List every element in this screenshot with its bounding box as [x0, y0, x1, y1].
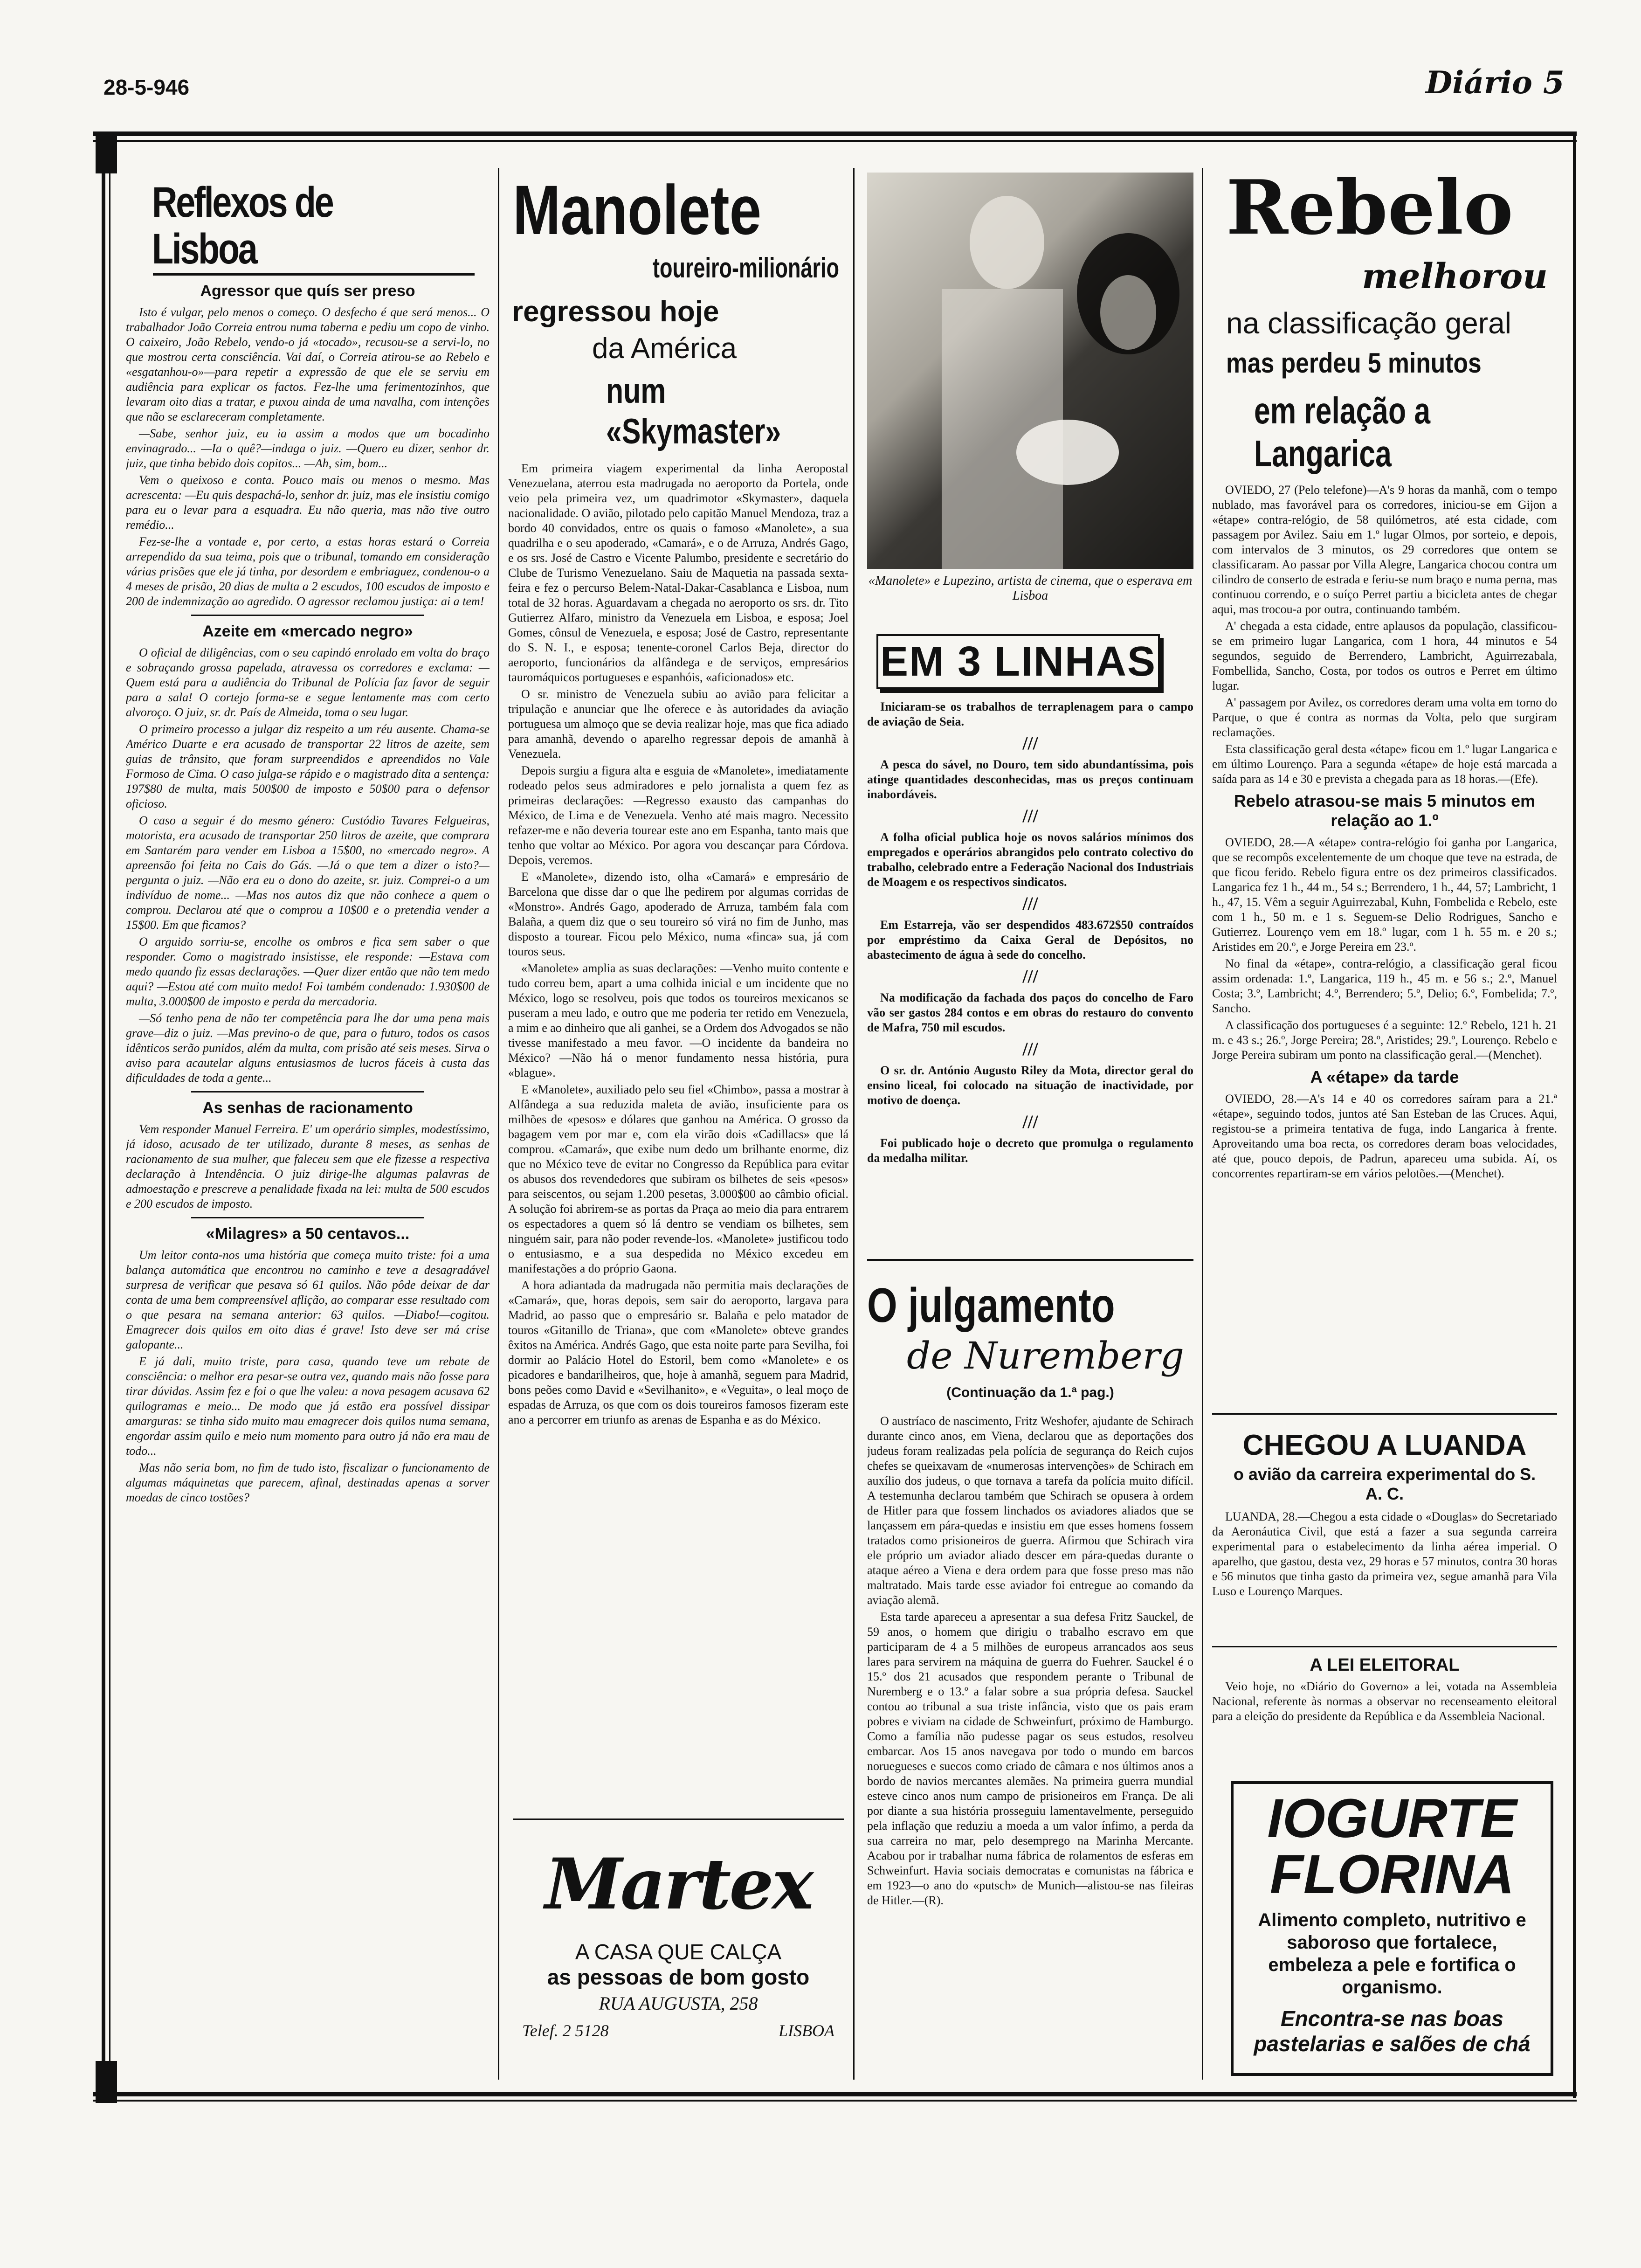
nuremberg-article: [867, 1264, 1193, 2084]
separator: ///: [1022, 966, 1038, 987]
bottom-rule-thin: [93, 2100, 1577, 2102]
iogurte-florina-ad: [1231, 1781, 1553, 2076]
manolete-line3: num «Skymaster»: [606, 371, 781, 451]
divider: [191, 1091, 424, 1093]
brief-item: Em Estarreja, vão ser despendidos 483.672$50 contraídos por empréstimo da Caixa Geral de Depósitos, no abastecimento de água à sede do concelho.: [867, 918, 1193, 961]
separator: ///: [1022, 1038, 1038, 1059]
separator: ///: [1022, 805, 1038, 826]
iogurte-title: IOGURTE: [1267, 1788, 1517, 1849]
martex-line2: as pessoas de bom gosto: [547, 1965, 810, 1989]
manolete-line2: da América: [592, 332, 737, 365]
martex-line3: RUA AUGUSTA, 258: [599, 1993, 758, 2014]
martex-logo: Martex: [545, 1843, 812, 1925]
lei-eleitoral-article: [1212, 1651, 1557, 1791]
brief-item: Foi publicado hoje o decreto que promulga o regulamento da medalha militar.: [867, 1136, 1193, 1165]
article-body: Um leitor conta-nos uma história que começa muito triste: foi a uma balança automática que encontrou no caminho e teve a desagradável surpresa de verificar que pesava só 61 quilos. Não pôde deixar de dar conta de uma bem compreensível aflição, ao comparar esse resultado com o que pesara na semana anterior: 63 quilos. —Diabo!—cogitou. Emagrecer dois quilos em oito dias é grave! Isto deve ser má crise galopante... E já dali, muito triste, para casa, quando teve um rebate de consciência: o melhor era pesar-se outra vez, quando mais não fosse para tirar dúvidas. Assim fez e foi o que lhe valeu: a nova pesagem acusava 62 quilogramas e meio... De modo que já estão era possível dissipar amarguras: se tinha sido muito mau emagrecer dois quilos numa semana, engordar assim quilo e meio num momento para outro já não era mau de todo... Mas não seria bom, no fim de tudo isto, fiscalizar o funcionamento de algumas máquinetas que parecem, afinal, destinadas apenas a sorver moedas de cinco tostões?: [126, 1248, 490, 1504]
martex-ad: [513, 1819, 844, 2081]
section-title-underline: [153, 273, 475, 276]
right-rule: [1573, 131, 1576, 2098]
rebelo-body: OVIEDO, 28.—A «étape» contra-relógio foi ganha por Langarica, que se recompôs excelentemente de um choque que teve na estrada, de que ficou ferido. Rebelo figura entre os dez primeiros classificados. Langarica fez 1 h., 44 m., 54 s.; Berrendero, 1 h., 44, 57; Lambricht, 1 h., 47, 15. Vêm a seguir Aguirrezabal, Kuhn, Fombelida e Rebelo, este com 1 h., 50 m. e 1 s. Seguem-se Delio Rodrigues, Sancho e Gutierrez. Lourenço vem em 18.º lugar, com 1 h. 55 m. e 20 s.; Aristides em 20.º, e Jorge Pereira em 23.º. No final da «étape», contra-relógio, a classificação geral ficou assim ordenada: 1.º, Langarica, 119 h., 45 m. e 56 s.; 2.º, Manuel Costa; 3.º, Lambricht; 4.º, Berrendero; 5.º, Delio; 6.º, Fombelida; 7.º, Sancho. A classificação dos portugueses é a seguinte: 12.º Rebelo, 121 h. 21 m. e 43 s.; 26.º, Jorge Pereira; 28.º, Aristides; 29.º, Lourenço. Rebelo e Jorge Pereira subiram um ponto na classificação geral.—(Menchet).: [1212, 836, 1557, 1062]
florina-title: FLORINA: [1269, 1844, 1515, 1905]
article-heading: Agressor que quís ser preso: [200, 282, 415, 300]
brief-item: Iniciaram-se os trabalhos de terraplenagem para o campo de aviação de Seia.: [867, 700, 1193, 728]
manolete-column: [508, 173, 848, 1814]
divider: [1212, 1413, 1557, 1415]
rebelo-body: OVIEDO, 28.—A's 14 e 40 os corredores saíram para a 21.ª «étape», seguindo todos, juntos até San Esteban de las Cruces. Aqui, registou-se a primeira tentativa de fuga, indo Langarica à frente. Aproveitando uma boa recta, os corredores deram boas velocidades, até que, pouco depois, de Padrun, apareceu uma subida. Aí, os concorrentes repartiram-se em vários pelotões.—(Menchet).: [1212, 1092, 1557, 1180]
luanda-article: [1212, 1418, 1557, 1651]
rebelo-column: [1212, 168, 1557, 1306]
divider: [191, 1217, 424, 1218]
separator: ///: [1022, 733, 1038, 754]
rebelo-subheading: A «étape» da tarde: [1310, 1067, 1459, 1086]
rebelo-body: OVIEDO, 27 (Pelo telefone)—A's 9 horas da manhã, com o tempo nublado, mas favorável para os corredores, iniciou-se em Gijon a «étape» contra-relógio, de 58 quilómetros, até esta cidade, com passagem por Avilez. Saiu em 1.º lugar Olmos, por sorteio, e depois, com intervalos de 3 minutos, os 29 corredores que ontem se classificaram. Ao passar por Villa Alegre, Langarica chocou contra um cilindro de conserto de estrada e feriu-se num braço e numa perna, mas continuou correndo, e o suíço Perret partiu a bicicleta antes de chegar aqui, mas trocou-a por outra, continuando também. A' chegada a esta cidade, entre aplausos da população, classificou-se em primeiro lugar Langarica, com 1 hora, 44 minutos e 54 segundos, seguido de Berrendero, Lambricht, Aguirrezabala, Fombellida, Sancho, Costa, por todos os outros e Perret em último lugar. A' passagem por Avilez, os corredores deram uma volta em torno do Parque, o que é contra as normas da Volta, pelo que surgiram reclamações. Esta classificação geral desta «étape» ficou em 1.º lugar Langarica e em último Lourenço. Para a segunda «étape» de hoje está marcada a saída para as 14 e 30 e prevista a chegada para as 18 horas.—(Efe).: [1212, 483, 1557, 786]
nuremberg-title1: O julgamento: [867, 1279, 1115, 1333]
brief-item: A folha oficial publica hoje os novos salários mínimos dos empregados e operários abrangidos pelo contrato colectivo do trabalho, celebrado entre a Federação Nacional dos Industriais de Moagem e os respectivos sindicatos.: [867, 830, 1193, 889]
column-divider: [1202, 168, 1203, 2080]
top-rule: [93, 131, 1577, 136]
lei-eleitoral-body: Veio hoje, no «Diário do Governo» a lei, votada na Assembleia Nacional, referente às normas a observar no recenseamento eleitoral para a eleição do presidente da República e da Assembleia Nacional.: [1212, 1680, 1557, 1723]
section-title: Reflexos de Lisboa: [152, 179, 333, 273]
separator: ///: [1022, 893, 1038, 914]
article-heading: As senhas de racionamento: [202, 1099, 413, 1117]
page-date: 28-5-946: [103, 75, 190, 99]
rebelo-line4: em relação a Langarica: [1254, 390, 1431, 474]
bottom-rule: [93, 2092, 1577, 2096]
column-divider: [498, 168, 499, 2080]
rebelo-line1: melhorou: [1362, 256, 1548, 297]
column-divider: [853, 168, 855, 2080]
divider: [191, 615, 424, 616]
em-3-linhas-box: [876, 634, 1160, 689]
article-body: Vem responder Manuel Ferreira. E' um operário simples, modestíssimo, já idoso, acusado de ter utilizado, durante 8 meses, as senhas de racionamento de sua mulher, que faleceu sem que ele fizesse a respectiva declaração à Intendência. O juiz dirige-lhe algumas palavras de admoestação e prescreve a penalidade fixada na lei: multa de 500 escudos e 200 escudos de imposto.: [126, 1122, 490, 1210]
em-3-linhas-list: [867, 699, 1193, 1250]
luanda-title: CHEGOU A LUANDA: [1242, 1429, 1527, 1461]
martex-city: LISBOA: [779, 2021, 834, 2040]
brief-item: A pesca do sável, no Douro, tem sido abundantíssima, pois atinge quantidades desconhecidas, mas os preços continuam inabordáveis.: [867, 758, 1193, 801]
divider: [1212, 1646, 1557, 1647]
nuremberg-cont: (Continuação da 1.ª pag.): [946, 1385, 1114, 1400]
manolete-photo: [867, 173, 1193, 569]
em-3-linhas-title: EM 3 LINHAS: [880, 638, 1157, 685]
rebelo-headline: Rebelo: [1226, 168, 1513, 251]
photo-caption: «Manolete» e Lupezino, artista de cinema, que o esperava em Lisboa: [868, 574, 1193, 603]
article-body: O oficial de diligências, com o seu capindó enrolado em volta do braço e sobraçando grossa papelada, atravessa os corredores e exclama: —Quem está para a audiência do Tribunal de Polícia faz favor de seguir para a sala! O cortejo forma-se e segue lentamente mas com certo alvoroço. O juiz, sr. dr. País de Almeida, toma o seu lugar. O primeiro processo a julgar diz respeito a um réu ausente. Chama-se Américo Duarte e era acusado de transportar 22 litros de azeite, sem guias de trânsito, que foram surpreendidos e apreendidos no Vale Formoso de Cima. O caso julga-se rápido e o magistrado dita a sentença: 197$80 de multa, mais 500$00 de imposto e 50$00 para o defensor oficioso. O caso a seguir é do mesmo género: Custódio Tavares Felgueiras, motorista, era acusado de transportar 250 litros de azeite, que comprara em Santarém para vender em Lisboa a 15$00, no «mercado negro». A apreensão foi feita no Cais do Gás. —Já o que tem a dizer o isto?—pergunta o juiz. —Não era eu o dono do azeite, sr. juiz. Comprei-o a um indivíduo de nome... —Mas nos autos diz que não conhece a quem o comprou. Declarou até que o comprou a 10$00 e o pretendia vender a 15$00. Em que ficamos? O arguido sorriu-se, encolhe os ombros e fica sem saber o que responder. Como o magistrado insistisse, ele responde: —Estava com medo quando fiz essas declarações. —Quer dizer então que não tem medo aqui? —Estou até com muito medo! Foi também condenado: 1.930$00 de multa, 3.000$00 de imposto e perda da mercadoria. —Só tenho pena de não ter competência para lhe dar uma pena mais grave—diz o juiz. —Mas previno-o de que, para o futuro, todos os casos idênticos serão punidos, além da multa, com prisão até seis meses. Sirva o aviso para acautelar alguns entusiasmos de lucros fáceis à custa das dificuldades de toda a gente...: [126, 646, 490, 1085]
martex-phone: Telef. 2 5128: [522, 2021, 609, 2040]
martex-line1: A CASA QUE CALÇA: [575, 1940, 782, 1964]
brief-item: O sr. dr. António Augusto Riley da Mota, director geral do ensino liceal, foi colocado na situação de inactividade, por motivo de doença.: [867, 1064, 1193, 1107]
brief-item: Na modificação da fachada dos paços do concelho de Faro vão ser gastos 284 contos e em obras do restauro do convento de Mafra, 750 mil escudos.: [867, 991, 1193, 1034]
manolete-kicker: toureiro-milionário: [652, 252, 839, 284]
article-heading: «Milagres» a 50 centavos...: [206, 1225, 410, 1243]
separator: ///: [1022, 1111, 1038, 1132]
left-bar: [96, 131, 117, 173]
nuremberg-body: O austríaco de nascimento, Fritz Weshofer, ajudante de Schirach durante cinco anos, em Viena, declarou que as deportações dos judeus foram realizadas pela polícia de segurança do Reich cujos chefes se queixavam de «numerosas intervenções» de Schirach em auxílio dos judeus, o que tornava a tarefa da polícia muito difícil. A testemunha declarou também que Schirach se opusera à ordem de Hitler para que fossem linchados os aviadores aliados que se lançassem em pára-quedas e insistiu em que esses homens fossem tratados como prisioneiros de guerra. Afirmou que Schirach vira ele próprio um aviador aliado descer em pára-quedas durante o ataque aéreo a Viena e dera ordem para que fosse preso mas não maltratado. Mais tarde esse aviador foi entregue ao comando da aviação alemã. Esta tarde apareceu a apresentar a sua defesa Fritz Sauckel, de 59 anos, o homem que dirigiu o trabalho escravo em que participaram de 4 a 5 milhões de europeus arrancados aos seus lares para servirem na máquina de guerra do Fuehrer. Sauckel é o 15.º dos 21 acusados que respondem perante o Tribunal de Nuremberg e o 13.º a falar sobre a sua própria defesa. Sauckel contou ao tribunal a sua triste infância, visto que os pais eram pobres e viviam na cidade de Schweinfurt, próximo de Hamburgo. Como a família não pudesse pagar os seus estudos, resolveu embarcar. Aos 15 anos navegava por todo o mundo em barcos noruegueses e suecos como criado de câmara e nos últimos anos a bordo de navios mercantes alemães. Na primeira guerra mundial esteve cinco anos num campo de prisioneiros em França. De ali por diante a sua história prosseguiu lamentavelmente, perseguido pela inflação que reduziu a moeda a um valor ínfimo, a perda da sua carreira no mar, pelo desemprego na Marinha Mercante. Acabou por ir trabalhar numa fábrica de rolamentos de esferas em Schweinfurt. Havia sociais democratas e comunistas na fábrica e em 1923—o ano do «putsch» de Munich—alistou-se nas fileiras de Hitler.—(R).: [867, 1414, 1193, 1907]
bottom-left-bar: [96, 2061, 117, 2103]
left-rule-thin: [109, 131, 110, 2098]
rebelo-subheading: Rebelo atrasou-se mais 5 minutos em relação ao 1.º: [1234, 791, 1536, 830]
left-rule: [102, 173, 105, 2098]
manolete-headline: Manolete: [513, 173, 762, 249]
manolete-line1: regressou hoje: [512, 296, 719, 328]
divider: [867, 1259, 1193, 1261]
reflexos-column: [126, 173, 490, 2080]
luanda-subtitle: o avião da carreira experimental do S. A. C.: [1233, 1465, 1536, 1503]
top-rule-thin: [93, 140, 1577, 142]
rebelo-line3: mas perdeu 5 minutos: [1226, 347, 1482, 379]
manolete-body: Em primeira viagem experimental da linha Aeropostal Venezuelana, aterrou esta madrugada no aeroporto da Portela, onde veio pela primeira vez, um quadrimotor «Skymaster», daquela nacionalidade. O avião, pilotado pelo capitão Manuel Mendoza, traz a bordo 40 convidados, entre os quais o famoso «Manolete», a sua quadrilha e o seu apoderado, «Camará», e o de Arruza, Andrés Gago, e os srs. José de Castro e Vicente Palumbo, presidente e secretário do Clube de Turismo Venezuelano. Saiu de Maquetia na passada sexta-feira e fez o percurso Belem-Natal-Dakar-Casablanca e Lisboa, num total de 32 horas. Aguardavam a chegada no aeroporto os srs. dr. Tito Gutierrez Alfaro, ministro da Venezuela em Lisboa, e esposa; Joel Gomes, cônsul de Venezuela, e esposa; José de Castro, representante do S. N. I., e esposa; tenente-coronel Carlos Beja, director do aeroporto, funcionários da alfândega e de serviços, empresários tauromáquicos portugueses e espanhóis, «aficionados» etc. O sr. ministro de Venezuela subiu ao avião para felicitar a tripulação e anunciar que lhe oferece e às autoridades da aviação portuguesa um almoço que se devia realizar hoje, mas que fica adiado para amanhã, devendo o aparelho regressar depois de amanhã à Venezuela. Depois surgiu a figura alta e esguia de «Manolete», imediatamente rodeado pelos seus admiradores e pelo jornalista a quem fez as primeiras declarações: —Regresso exausto das campanhas do México, de Lima e de Venezuela. Venho até mais magro. Necessito refazer-me e não deveria tourear este ano em Espanha, tanto mais que tenho que voltar ao México. Por agora vou descançar para Córdova. Depois, veremos. E «Manolete», dizendo isto, olha «Camará» e empresário de Barcelona que disse dar o que lhe pedirem por algumas corridas de «Monstro». Andrés Gago, apoderado de Arruza, também fala com Balaña, a quem diz que o seu toureiro só virá no fim de Junho, mas disposto a tourear. Ficou pelo México, numa «finca» sua, já com touros seus. «Manolete» amplia as suas declarações: —Venho muito contente e tudo correu bem, apart a uma colhida inicial e um incidente que no México, logo se resolveu, pois que todos os toureiros mexicanos se puseram a meu lado, e outro que me poderia ter retido em Venezuela, a mim e ao dinheiro que ali ganhei, se a Ordem dos Advogados se não tivesse manifestado a meu favor. —O incidente da bandeira no México? —Não há o menor fundamento nessa história, pura «blague». E «Manolete», auxiliado pelo seu fiel «Chimbo», passa a mostrar à Alfândega a sua reduzida maleta de avião, insuficiente para os milhões de «pesos» e dólares que ganhou na América. O grosso da bagagem vem por mar e, com ela virão dois «Cadillacs» que lá comprou. «Camará», que exibe num dedo um brilhante enorme, diz que no México teve de evitar no Congresso da República para evitar os abusos dos revendedores que subiram os bilhetes de seis «pesos» para seiscentos, ou sejam 1.200 pesetas, 3.000$00 ao câmbio oficial. A solução foi abrirem-se as portas da Praça ao meio dia para entrarem os espectadores a quem só lá dentro se vendiam os bilhetes, sem ninguém sair, para não poder revende-los. «Manolete» justificou todo o entusiasmo, e a sua despedida no México excedeu em manifestações a do próprio Gaona. A hora adiantada da madrugada não permitia mais declarações de «Camará», que, horas depois, sem sair do aeroporto, largava para Madrid, ao passo que o empresário sr. Balaña e pelo matador de touros «Gitanillo de Triana», que com «Manolete» obteve grandes êxitos na América. Andrés Gago, que esta noite parte para Sevilha, foi dormir ao Palácio Hotel do Estoril, bem como «Manolete» e os picadores e bandarilheiros, que, hoje à amanhã, seguem para Madrid, bons peões como David e «Sevilhanito», e «Veguita», o leal moço de espadas de Arruza, os que com os dois toureiros famosos fizeram este ano a percorrer em triunfo as arenas de Espanha e as do México.: [508, 462, 848, 1426]
rebelo-line2: na classificação geral: [1226, 306, 1511, 340]
ad-location: Encontra-se nas boas pastelarias e salões de chá: [1254, 2006, 1531, 2056]
lei-eleitoral-title: A LEI ELEITORAL: [1310, 1655, 1460, 1675]
newspaper-name: Diário 5: [1426, 64, 1565, 101]
luanda-body: LUANDA, 28.—Chegou a esta cidade o «Douglas» do Secretariado da Aeronáutica Civil, que está a fazer a sua segunda carreira experimental para o estabelecimento da linha aérea imperial. O aparelho, que gastou, desta vez, 29 horas e 57 minutos, contra 30 horas e 56 minutos que tinha gasto da primeira vez, segue amanhã para Vila Luso e Lourenço Marques.: [1212, 1510, 1557, 1598]
article-body: Isto é vulgar, pelo menos o começo. O desfecho é que será menos... O trabalhador João Correia entrou numa taberna e pediu um copo de vinho. O caixeiro, João Rebelo, vendo-o já «tocado», recusou-se a servi-lo, no que mostrou certa consciência. Vai daí, o Correia atirou-se ao Rebelo e «esgatanhou-o»—para repetir a expressão de que ele se serviu em audiência para explicar os factos. Fez-lhe uma ferimentozinhos, que levaram oito dias a tratar, e puxou ainda de uma navalha, com intenções que não se esclareceram completamente. —Sabe, senhor juiz, eu ia assim a modos que um bocadinho envinagrado... —Ia o quê?—indaga o juiz. —Quero eu dizer, senhor dr. juiz, que tinha bebido dois copitos... —Ah, sim, bom... Vem o queixoso e conta. Pouco mais ou menos o mesmo. Mas acrescenta: —Eu quis despachá-lo, senhor dr. juiz, mas ele insistiu comigo para eu o levar para a esquadra. Eu não queria, mas não tive outro remédio... Fez-se-lhe a vontade e, por certo, a estas horas estará o Correia arrependido da sua teima, pois que o tribunal, tomando em consideração várias prisões que ele já tinha, por desordem e embriaguez, condenou-o a 4 meses de prisão, 20 dias de multa a 2 escudos, 100 escudos de imposto e 200 de indemnização ao agredido. O agressor reclamou justiça: ai a tem!: [126, 305, 490, 608]
article-heading: Azeite em «mercado negro»: [202, 622, 413, 640]
ad-description: Alimento completo, nutritivo e saboroso que fortalece, embeleza a pele e fortifica o organismo.: [1258, 1910, 1526, 1998]
nuremberg-title2: de Nuremberg: [907, 1334, 1184, 1377]
